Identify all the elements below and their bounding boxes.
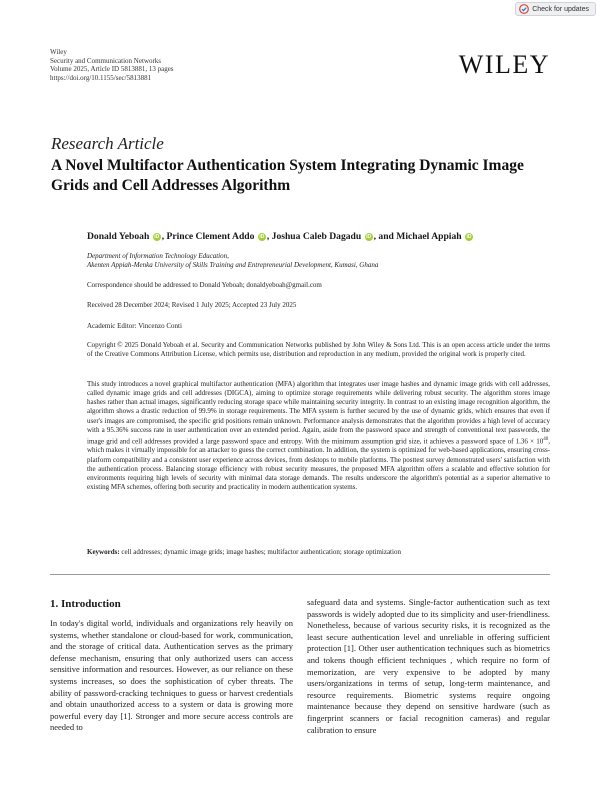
abstract-text: , which makes it virtually impossible for an attacker to guess the correct combination. In addition, the system is optimized for web-based applications, ensuring cross-platform compatibility and a consistent user experience across devices, from desktops to mobile platforms. The posttest survey demonstrated users' satisfaction with the authentication process. Balancing storage efficiency with robust security measures, the proposed MFA algorithm offers a scalable and effective solution for environments requiring high levels of security with minimal data storage demands. The results underscore the algorithm's potential as a superior alternative to existing MFA schemes, offering both security and practicality in modern authentication systems. bbox=[87, 437, 550, 492]
orcid-icon[interactable]: iD bbox=[366, 234, 372, 240]
author-name[interactable]: Joshua Caleb Dagadu bbox=[271, 231, 362, 242]
orcid-icon[interactable]: iD bbox=[154, 234, 160, 240]
update-check-icon bbox=[519, 4, 529, 14]
body-column-right: safeguard data and systems. Single-factor authentication such as text passwords is widely adopted due to its simplicity and user-friendliness. Nonetheless, because of various security risks, it is recognized as the least secure authentication level and unreliable in offering sufficient protection [1]. Other user authentication techniques such as biometrics and tokens though efficient techniques , which require no form of memorization, are very expensive to be adopted by many users/organizations in terms of setup, long-term maintenance, and resource requirements. Biometric systems require ongoing maintenance because they depend on sensitive hardware (such as fingerprint scanners or facial recognition cameras) and regular calibration to ensure bbox=[307, 597, 550, 735]
author-name[interactable]: Michael Appiah bbox=[396, 231, 462, 242]
author-separator: , and bbox=[373, 231, 397, 242]
academic-editor: Academic Editor: Vincenzo Conti bbox=[87, 322, 182, 330]
check-for-updates-label: Check for updates bbox=[532, 5, 589, 13]
wiley-logo: WILEY bbox=[458, 50, 550, 79]
author-list bbox=[87, 231, 474, 242]
correspondence: Correspondence should be addressed to Donald Yeboah; donaldyeboah@gmail.com bbox=[87, 281, 322, 289]
article-type: Research Article bbox=[51, 134, 164, 153]
abstract bbox=[87, 380, 550, 492]
abstract-text: This study introduces a novel graphical multifactor authentication (MFA) algorithm that integrates user image hashes and dynamic image grids with cell addresses, called dynamic image grids and cell addresses (DIGCA), aiming to optimize storage requirements while delivering robust security. The algorithm stores image hashes rather than actual images, significantly reducing storage space while maintaining security integrity. In contrast to an existing image recognition algorithm, the algorithm shows a drastic reduction of 99.9% in storage requirements. The MFA system is further secured by the use of dynamic grids, which ensures that even if user's images are compromised, the specific grid positions remain unknown. Performance analysis demonstrates that the algorithm provides a high level of accuracy with a 95.36% success rate in user authentication over an extended period. Again, aside from the password space and strength of conventional text passwords, the image grid and cell addresses provided a large password space and entropy. With the minimum assumption grid size, it achieves a password space of 1.36 × 10 bbox=[87, 380, 550, 446]
section-divider bbox=[50, 574, 550, 575]
check-for-updates-badge[interactable] bbox=[515, 2, 596, 16]
affiliation-line: Akenten Appiah-Menka University of Skills Training and Entrepreneurial Development, Kumasi, Ghana bbox=[87, 261, 379, 269]
body-column-left: In today's digital world, individuals and organizations rely heavily on systems, whether standalone or cloud-based for work, communication, and the storage of critical data. Authentication serves as the primary defense mechanism, ensuring that only authorized users can access sensitive information and resources. However, as our reliance on these systems increases, so does the sophistication of cyber threats. The ability of password-cracking techniques to guess or harvest credentials and obtain unauthorized access to a system or data is growing more powerful every day [1]. Stronger and more secure access controls are needed to bbox=[50, 618, 293, 733]
keywords-list: cell addresses; dynamic image grids; image hashes; multifactor authentication; storage optimization bbox=[121, 548, 401, 556]
section-heading-introduction: 1. Introduction bbox=[50, 598, 121, 610]
affiliation-line: Department of Information Technology Education, bbox=[87, 252, 229, 260]
volume-info: Volume 2025, Article ID 5813881, 13 pages bbox=[50, 65, 174, 74]
abstract-exponent: 40 bbox=[543, 436, 549, 442]
orcid-icon[interactable]: iD bbox=[259, 234, 265, 240]
author-name[interactable]: Donald Yeboah bbox=[87, 231, 150, 242]
article-dates: Received 28 December 2024; Revised 1 July 2025; Accepted 23 July 2025 bbox=[87, 301, 297, 309]
keywords bbox=[87, 548, 550, 557]
keywords-label: Keywords: bbox=[87, 548, 120, 556]
author-separator: , bbox=[266, 231, 272, 242]
affiliation bbox=[87, 252, 550, 270]
orcid-icon[interactable]: iD bbox=[466, 234, 472, 240]
journal-name: Security and Communication Networks bbox=[50, 56, 162, 65]
author-separator: , bbox=[161, 231, 167, 242]
publisher-name: Wiley bbox=[50, 48, 67, 56]
paper-title: A Novel Multifactor Authentication System Integrating Dynamic Image Grids and Cell Addresses Algorithm bbox=[51, 157, 524, 194]
doi-link[interactable]: https://doi.org/10.1155/sec/5813881 bbox=[50, 73, 152, 82]
author-name[interactable]: Prince Clement Addo bbox=[166, 231, 255, 242]
journal-meta bbox=[50, 48, 174, 82]
copyright-notice: Copyright © 2025 Donald Yeboah et al. Security and Communication Networks published by John Wiley & Sons Ltd. This is an open access article under the terms of the Creative Commons Attribution License, which permits use, distribution and reproduction in any medium, provided the original work is properly cited. bbox=[87, 341, 550, 359]
